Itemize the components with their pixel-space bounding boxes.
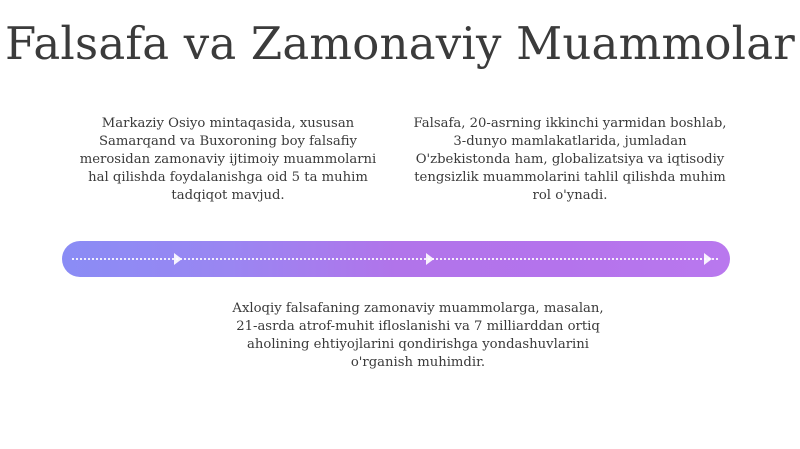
timeline-band xyxy=(62,241,730,277)
arrow-right-icon xyxy=(426,253,434,265)
timeline-dotted-line xyxy=(72,258,718,260)
arrow-right-icon xyxy=(174,253,182,265)
timeline-text-bottom: Axloqiy falsafaning zamonaviy muammolarga, masalan, 21-asrda atrof-muhit ifloslanishi va 7 milliarddan ortiq aholining ehtiyojlarini qondirishga yondashuvlarini o'rganish muhimdir. xyxy=(232,301,604,370)
arrow-right-icon xyxy=(704,253,712,265)
page-title: Falsafa va Zamonaviy Muammolar xyxy=(5,17,795,70)
timeline-text-right: Falsafa, 20-asrning ikkinchi yarmidan boshlab, 3-dunyo mamlakatlarida, jumladan O'zbekistonda ham, globalizatsiya va iqtisodiy tengsizlik muammolarini tahlil qilishda muhim rol o'ynadi. xyxy=(413,116,727,203)
timeline-text-left: Markaziy Osiyo mintaqasida, xususan Samarqand va Buxoroning boy falsafiy merosidan zamonaviy ijtimoiy muammolarni hal qilishda foydalanishga oid 5 ta muhim tadqiqot mavjud. xyxy=(79,116,377,203)
